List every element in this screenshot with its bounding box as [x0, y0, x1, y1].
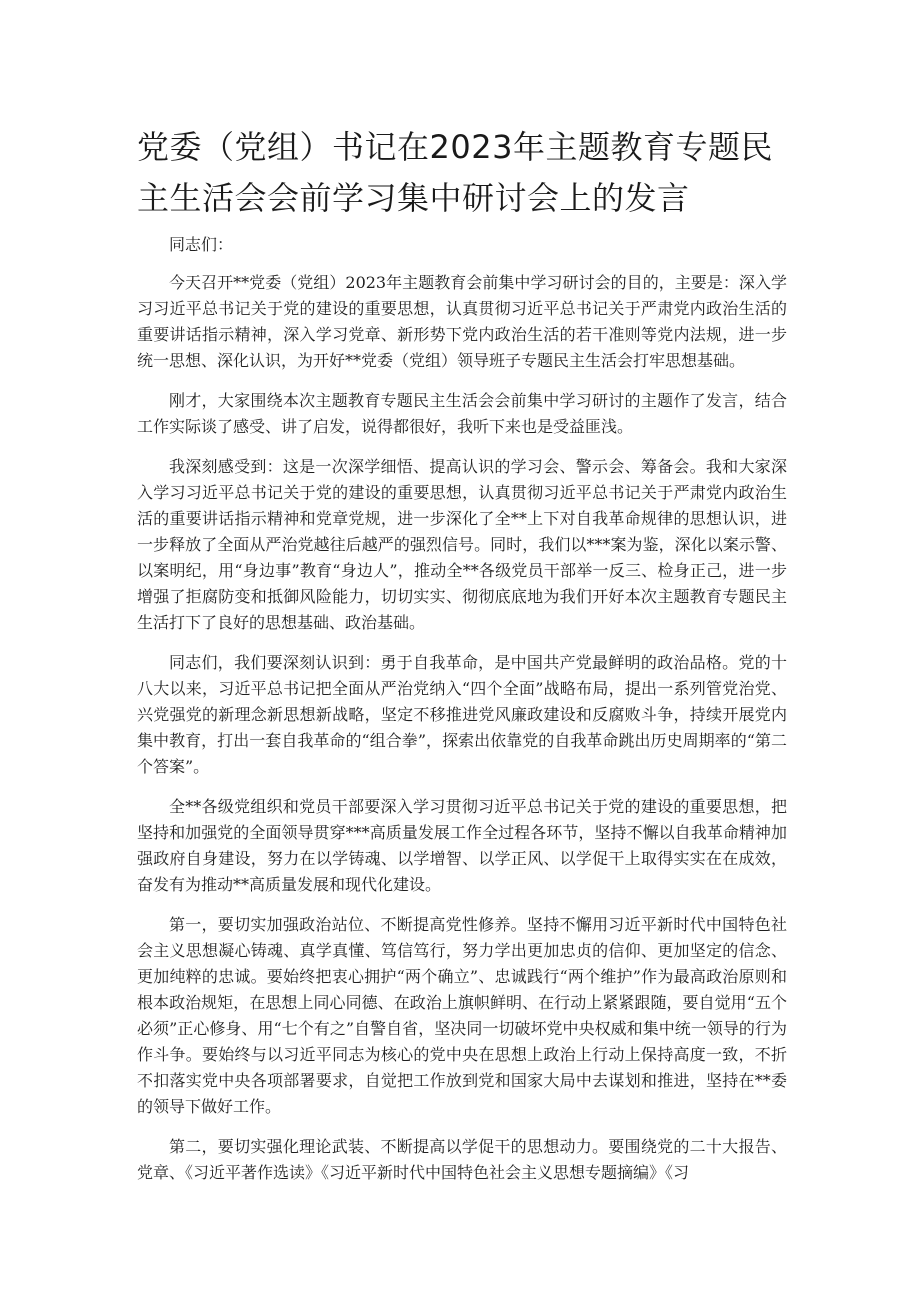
- paragraph-party-organizations: 全**各级党组织和党员干部要深入学习贯彻习近平总书记关于党的建设的重要思想，把坚持和加强党的全面领导贯穿***高质量发展工作全过程各环节，坚持不懈以自我革命精神加强政府自身建设，努力在以学铸魂、以学增智、以学正风、以学促干上取得实实在在成效，奋发有为推动**高质量发展和现代化建设。: [137, 797, 787, 894]
- paragraph-discussion-summary: 刚才，大家围绕本次主题教育专题民主生活会会前集中学习研讨的主题作了发言，结合工作实际谈了感受、讲了启发，说得都很好，我听下来也是受益匪浅。: [137, 391, 787, 436]
- paragraph-self-revolution: 同志们，我们要深刻认识到：勇于自我革命，是中国共产党最鲜明的政治品格。党的十八大以来，习近平总书记把全面从严治党纳入“四个全面”战略布局，提出一系列管党治党、兴党强党的新理念新思想新战略，坚定不移推进党风廉政建设和反腐败斗争，持续开展党内集中教育，打出一套自我革命的“组合拳”，探索出依靠党的自我革命跳出历史周期率的“第二个答案”。: [137, 653, 787, 776]
- greeting: 同志们：: [169, 235, 234, 254]
- paragraph-deep-feeling: 我深刻感受到：这是一次深学细悟、提高认识的学习会、警示会、筹备会。我和大家深入学习习近平总书记关于党的建设的重要思想，认真贯彻习近平总书记关于严肃党内政治生活的重要讲话指示精神和党章党规，进一步深化了全**上下对自我革命规律的思想认识，进一步释放了全面从严治党越往后越严的强烈信号。同时，我们以***案为鉴，深化以案示警、以案明纪，用“身边事”教育“身边人”，推动全**各级党员干部举一反三、检身正己，进一步增强了拒腐防变和抵御风险能力，切切实实、彻彻底底地为我们开好本次主题教育专题民主生活打下了良好的思想基础、政治基础。: [137, 457, 787, 632]
- document-body: [137, 232, 787, 1200]
- document-title: 党委（党组）书记在2023年主题教育专题民主生活会会前学习集中研讨会上的发言: [137, 128, 773, 217]
- paragraph-point-one: 第一，要切实加强政治站位、不断提高党性修养。坚持不懈用习近平新时代中国特色社会主义思想凝心铸魂、真学真懂、笃信笃行，努力学出更加忠贞的信仰、更加坚定的信念、更加纯粹的忠诚。要始终把衷心拥护“两个确立”、忠诚践行“两个维护”作为最高政治原则和根本政治规矩，在思想上同心同德、在政治上旗帜鲜明、在行动上紧紧跟随，要自觉用“五个必须”正心修身、用“七个有之”自警自省，坚决同一切破坏党中央权威和集中统一领导的行为作斗争。要始终与以习近平同志为核心的党中央在思想上政治上行动上保持高度一致，不折不扣落实党中央各项部署要求，自觉把工作放到党和国家大局中去谋划和推进，坚持在**委的领导下做好工作。: [137, 915, 787, 1116]
- paragraph-point-two: 第二，要切实强化理论武装、不断提高以学促干的思想动力。要围绕党的二十大报告、党章、《习近平著作选读》《习近平新时代中国特色社会主义思想专题摘编》《习: [137, 1137, 787, 1182]
- paragraph-meeting-purpose: 今天召开**党委（党组）2023年主题教育会前集中学习研讨会的目的，主要是：深入学习习近平总书记关于党的建设的重要思想，认真贯彻习近平总书记关于严肃党内政治生活的重要讲话指示精神，深入学习党章、新形势下党内政治生活的若干准则等党内法规，进一步统一思想、深化认识，为开好**党委（党组）领导班子专题民主生活会打牢思想基础。: [137, 273, 787, 370]
